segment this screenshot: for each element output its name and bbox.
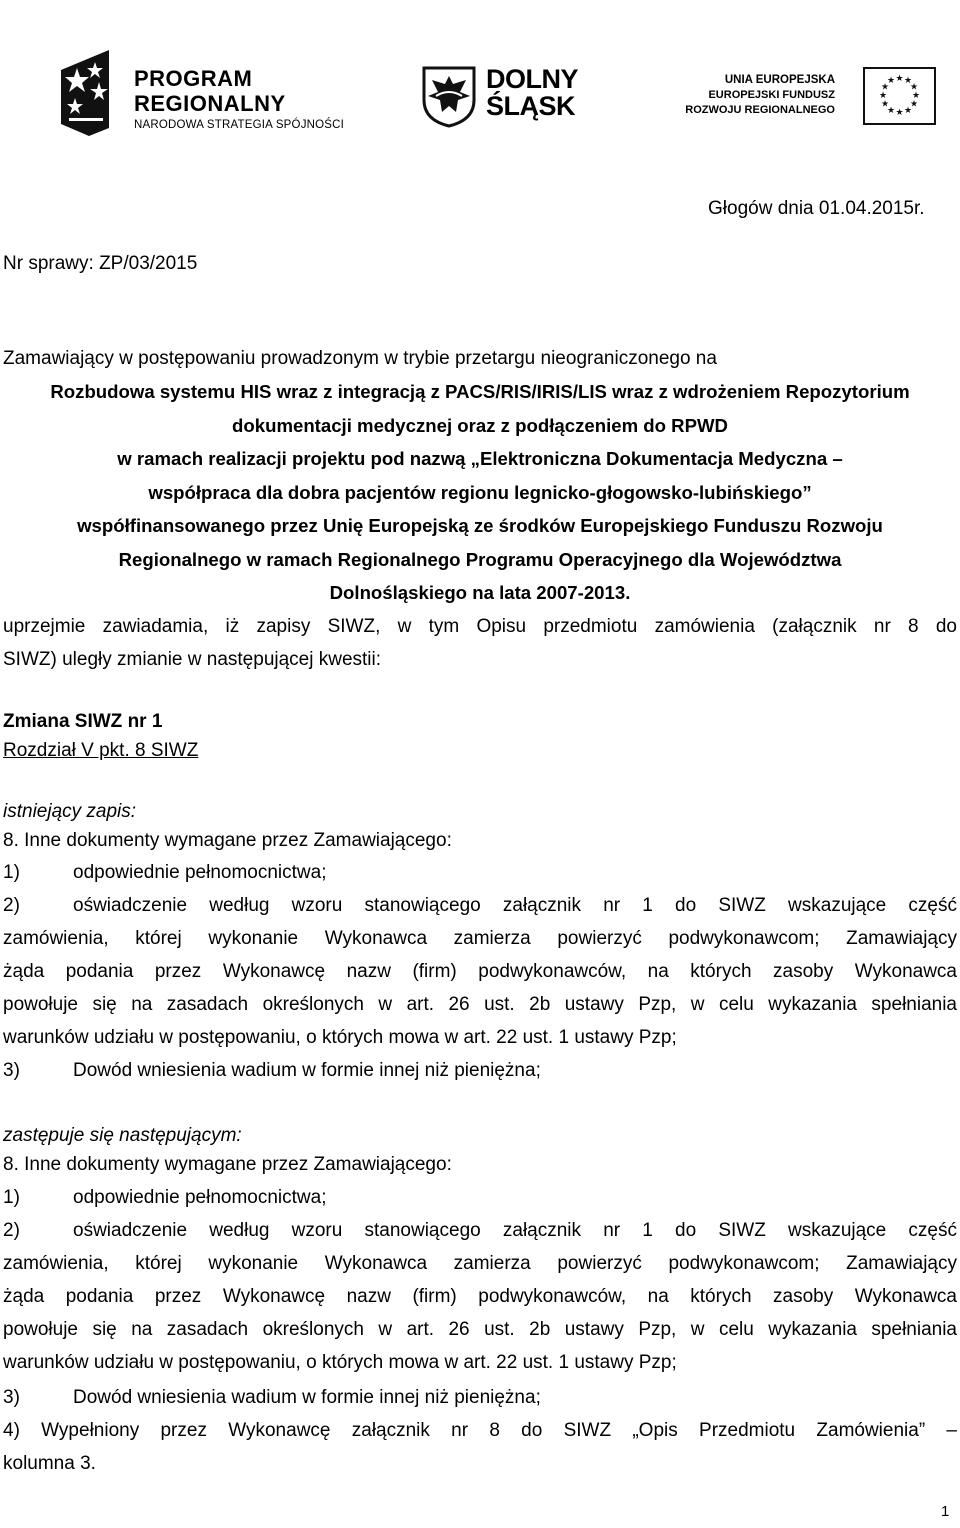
logo-line-slask: ŚLĄSK: [486, 91, 576, 121]
item-text: Dowód wniesienia wadium w formie innej niż pieniężna;: [73, 1387, 541, 1408]
item-line: zamówienia, której wykonanie Wykonawca zamierza powierzyć podwykonawcom; Zamawiający: [3, 928, 957, 949]
eu-logo: [683, 67, 938, 127]
existing-item-2: [3, 889, 957, 1054]
item-number: 1): [3, 862, 20, 883]
logo-line-program: PROGRAM: [134, 66, 253, 91]
svg-text:★: ★: [880, 99, 890, 110]
logo-line-dolny: DOLNY: [486, 64, 578, 94]
existing-item-3: [3, 1054, 541, 1087]
svg-text:★: ★: [903, 76, 913, 86]
case-number: Nr sprawy: ZP/03/2015: [3, 253, 198, 274]
replacement-item-2: [3, 1214, 957, 1379]
item-text: odpowiednie pełnomocnictwa;: [73, 1187, 327, 1208]
item-line: zamówienia, której wykonanie Wykonawca zamierza powierzyć podwykonawcom; Zamawiający: [3, 1253, 957, 1274]
change-section: Rozdział V pkt. 8 SIWZ: [3, 740, 199, 761]
item-text: oświadczenie według wzoru stanowiącego załącznik nr 1 do SIWZ wskazujące część: [73, 895, 957, 916]
item-line: warunków udziału w postępowaniu, o których mowa w art. 22 ust. 1 ustawy Pzp;: [3, 1352, 677, 1373]
replacement-heading: 8. Inne dokumenty wymagane przez Zamawiającego:: [3, 1154, 452, 1175]
logo-line-rozwoju: ROZWOJU REGIONALNEGO: [685, 104, 835, 116]
replacement-item-1: [3, 1181, 327, 1214]
replacement-item-4: [3, 1414, 957, 1480]
program-regionalny-logo: [55, 48, 355, 140]
program-regionalny-text: [134, 68, 344, 132]
item-line: warunków udziału w postępowaniu, o których mowa w art. 22 ust. 1 ustawy Pzp;: [3, 1027, 677, 1048]
program-regionalny-emblem-icon: [55, 48, 135, 140]
svg-text:★: ★: [911, 91, 921, 101]
svg-text:★: ★: [878, 91, 888, 101]
dolny-slask-text: [486, 66, 578, 120]
logo-line-nss: NARODOWA STRATEGIA SPÓJNOŚCI: [134, 119, 345, 131]
tender-title-block: [0, 375, 960, 610]
item-line: żąda podania przez Wykonawcę nazw (firm) podwykonawców, na których zasoby Wykonawca: [3, 1286, 957, 1307]
page-number: 1: [941, 1503, 950, 1520]
title-line: współpraca dla dobra pacjentów regionu legnicko-głogowsko-lubińskiego”: [148, 481, 812, 503]
eu-flag-icon: [863, 67, 936, 125]
item-line: kolumna 3.: [3, 1453, 96, 1474]
svg-text:★: ★: [886, 76, 896, 86]
item-text: odpowiednie pełnomocnictwa;: [73, 862, 327, 883]
notice-paragraph: [3, 610, 957, 676]
svg-text:★: ★: [895, 108, 904, 118]
item-line: powołuje się na zasadach określonych w art. 26 ust. 2b ustawy Pzp, w celu wykazania spełniania: [3, 1319, 957, 1340]
eu-logo-text: [683, 73, 835, 118]
replacement-item-3: [3, 1381, 541, 1414]
logo-line-ue: UNIA EUROPEJSKA: [724, 74, 835, 86]
existing-heading: 8. Inne dokumenty wymagane przez Zamawiającego:: [3, 830, 452, 851]
dolny-slask-logo: [420, 66, 610, 128]
title-line: Dolnośląskiego na lata 2007-2013.: [329, 582, 631, 603]
item-number: 2): [3, 895, 20, 916]
svg-text:★: ★: [880, 82, 890, 93]
item-number: 1): [3, 1187, 20, 1208]
item-line: [3, 889, 957, 922]
item-text: oświadczenie według wzoru stanowiącego załącznik nr 1 do SIWZ wskazujące część: [73, 1220, 957, 1241]
svg-text:★: ★: [909, 99, 919, 110]
item-number: 3): [3, 1060, 20, 1081]
svg-text:★: ★: [903, 106, 913, 116]
document-date: Głogów dnia 01.04.2015r.: [708, 198, 925, 219]
intro-text: Zamawiający w postępowaniu prowadzonym w trybie przetargu nieograniczonego na: [3, 348, 717, 369]
eagle-coat-of-arms-icon: [420, 66, 478, 128]
item-text: Dowód wniesienia wadium w formie innej niż pieniężna;: [73, 1060, 541, 1081]
item-line: [3, 1214, 957, 1247]
notice-line: uprzejmie zawiadamia, iż zapisy SIWZ, w tym Opisu przedmiotu zamówienia (załącznik nr 8 do: [3, 616, 957, 637]
item-number: 2): [3, 1220, 20, 1241]
item-number: 3): [3, 1387, 20, 1408]
title-line: Regionalnego w ramach Regionalnego Programu Operacyjnego dla Województwa: [118, 548, 842, 570]
svg-text:★: ★: [886, 106, 896, 116]
change-title: Zmiana SIWZ nr 1: [3, 711, 163, 732]
item-line: 4) Wypełniony przez Wykonawcę załącznik nr 8 do SIWZ „Opis Przedmiotu Zamówienia” –: [3, 1420, 957, 1441]
item-line: powołuje się na zasadach określonych w art. 26 ust. 2b ustawy Pzp, w celu wykazania spełniania: [3, 994, 957, 1015]
svg-text:★: ★: [909, 82, 919, 93]
svg-text:★: ★: [895, 74, 904, 84]
logo-line-efrr: EUROPEJSKI FUNDUSZ: [708, 89, 835, 101]
title-line: Rozbudowa systemu HIS wraz z integracją z PACS/RIS/IRIS/LIS wraz z wdrożeniem Repozytorium: [50, 381, 910, 402]
existing-item-1: [3, 856, 327, 889]
replacement-label: zastępuje się następującym:: [3, 1125, 242, 1146]
title-line: w ramach realizacji projektu pod nazwą „Elektroniczna Dokumentacja Medyczna –: [117, 448, 843, 469]
notice-line: SIWZ) uległy zmianie w następującej kwestii:: [3, 649, 382, 670]
existing-label: istniejący zapis:: [3, 801, 137, 822]
logo-line-regionalny: REGIONALNY: [134, 91, 286, 116]
title-line: dokumentacji medycznej oraz z podłączeniem do RPWD: [232, 414, 728, 436]
item-line: żąda podania przez Wykonawcę nazw (firm) podwykonawców, na których zasoby Wykonawca: [3, 961, 957, 982]
title-line: współfinansowanego przez Unię Europejską ze środków Europejskiego Funduszu Rozwoju: [77, 515, 883, 536]
